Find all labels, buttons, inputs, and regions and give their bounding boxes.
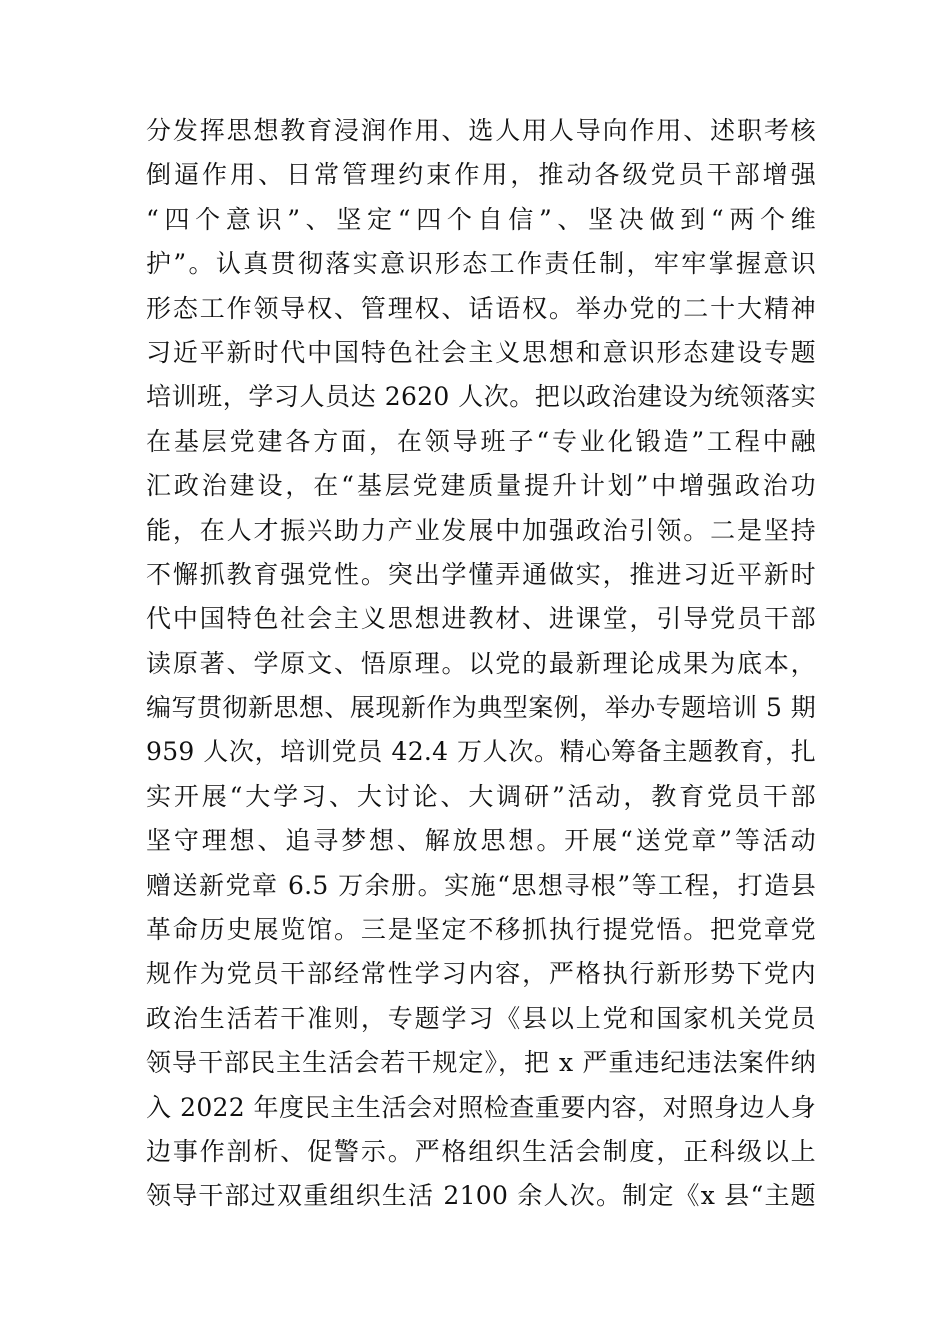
text-line: 革命历史展览馆。三是坚定不移抓执行提党悟。把党章党 bbox=[146, 915, 816, 945]
text-line: 培训班，学习人员达 2620 人次。把以政治建设为统领落实 bbox=[146, 382, 816, 412]
body-text bbox=[146, 109, 816, 1219]
text-line: “四个意识”、坚定“四个自信”、坚决做到“两个维 bbox=[146, 204, 816, 234]
text-line: 倒逼作用、日常管理约束作用，推动各级党员干部增强 bbox=[146, 160, 816, 190]
text-line: 入 2022 年度民主生活会对照检查重要内容，对照身边人身 bbox=[146, 1092, 816, 1122]
text-line: 分发挥思想教育浸润作用、选人用人导向作用、述职考核 bbox=[146, 116, 816, 145]
text-line: 形态工作领导权、管理权、话语权。举办党的二十大精神 bbox=[146, 293, 816, 323]
text-line: 汇政治建设，在“基层党建质量提升计划”中增强政治功 bbox=[146, 471, 816, 501]
text-line: 领导干部过双重组织生活 2100 余人次。制定《x 县“主题 bbox=[146, 1181, 816, 1211]
text-line: 959 人次，培训党员 42.4 万人次。精心筹备主题教育，扎 bbox=[146, 737, 816, 767]
text-line: 不懈抓教育强党性。突出学懂弄通做实，推进习近平新时 bbox=[146, 559, 816, 589]
text-line: 习近平新时代中国特色社会主义思想和意识形态建设专题 bbox=[146, 337, 816, 367]
text-line: 读原著、学原文、悟原理。以党的最新理论成果为底本， bbox=[146, 648, 816, 678]
text-line: 边事作剖析、促警示。严格组织生活会制度，正科级以上 bbox=[146, 1136, 816, 1166]
text-line: 能，在人才振兴助力产业发展中加强政治引领。二是坚持 bbox=[146, 515, 816, 545]
text-line: 规作为党员干部经常性学习内容，严格执行新形势下党内 bbox=[146, 959, 816, 989]
text-line: 实开展“大学习、大讨论、大调研”活动，教育党员干部 bbox=[146, 781, 816, 811]
text-line: 在基层党建各方面，在领导班子“专业化锻造”工程中融 bbox=[146, 426, 816, 456]
text-line: 坚守理想、追寻梦想、解放思想。开展“送党章”等活动 bbox=[146, 826, 816, 856]
text-line: 代中国特色社会主义思想进教材、进课堂，引导党员干部 bbox=[146, 604, 816, 634]
text-line: 赠送新党章 6.5 万余册。实施“思想寻根”等工程，打造县 bbox=[146, 870, 816, 900]
text-line: 编写贯彻新思想、展现新作为典型案例，举办专题培训 5 期 bbox=[146, 693, 816, 723]
text-line: 政治生活若干准则，专题学习《县以上党和国家机关党员 bbox=[146, 1003, 816, 1033]
text-line: 护”。认真贯彻落实意识形态工作责任制，牢牢掌握意识 bbox=[146, 249, 816, 279]
text-line: 领导干部民主生活会若干规定》，把 x 严重违纪违法案件纳 bbox=[146, 1048, 816, 1078]
